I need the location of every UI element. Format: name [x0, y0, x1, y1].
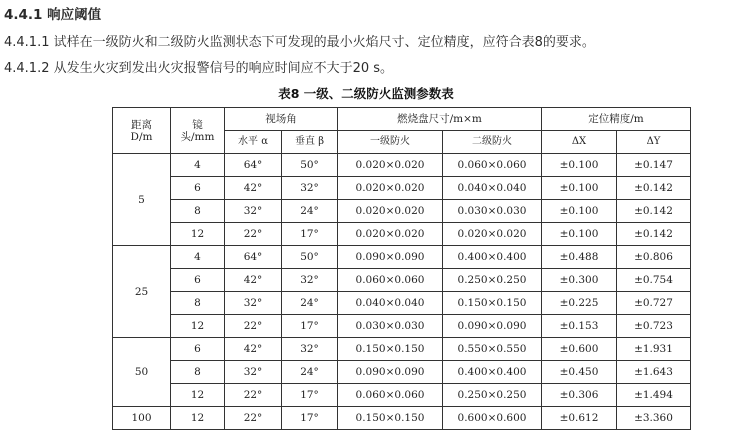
header-pan-size: 燃烧盘尺寸/m×m — [338, 108, 542, 131]
cell-distance: 100 — [113, 407, 171, 430]
cell-level2-size: 0.250×0.250 — [443, 269, 542, 292]
cell-lens: 12 — [171, 384, 225, 407]
cell-vertical-angle: 50° — [282, 154, 338, 177]
table-row — [113, 338, 691, 361]
cell-dx: ±0.100 — [542, 154, 617, 177]
cell-vertical-angle: 17° — [282, 223, 338, 246]
cell-horizontal-angle: 32° — [225, 200, 282, 223]
table-caption: 表8 一级、二级防火监测参数表 — [278, 86, 454, 101]
cell-level1-size: 0.150×0.150 — [338, 338, 443, 361]
cell-level1-size: 0.040×0.040 — [338, 292, 443, 315]
cell-vertical-angle: 32° — [282, 269, 338, 292]
section-heading: 4.4.1 响应阈值 — [4, 7, 102, 23]
cell-lens: 4 — [171, 154, 225, 177]
cell-vertical-angle: 17° — [282, 407, 338, 430]
cell-dx: ±0.306 — [542, 384, 617, 407]
table-row — [113, 292, 691, 315]
cell-level1-size: 0.090×0.090 — [338, 361, 443, 384]
cell-lens: 12 — [171, 407, 225, 430]
cell-level1-size: 0.020×0.020 — [338, 200, 443, 223]
cell-horizontal-angle: 22° — [225, 315, 282, 338]
table-row — [113, 154, 691, 177]
cell-distance: 5 — [113, 154, 171, 246]
cell-dx: ±0.100 — [542, 177, 617, 200]
cell-dy: ±1.931 — [617, 338, 691, 361]
cell-dx: ±0.225 — [542, 292, 617, 315]
header-distance: 距离 D/m — [113, 108, 171, 154]
cell-dy: ±0.723 — [617, 315, 691, 338]
cell-distance: 25 — [113, 246, 171, 338]
parameter-table — [112, 107, 691, 430]
table-row — [113, 384, 691, 407]
cell-dy: ±1.643 — [617, 361, 691, 384]
cell-horizontal-angle: 42° — [225, 338, 282, 361]
cell-dy: ±0.142 — [617, 177, 691, 200]
cell-dy: ±0.147 — [617, 154, 691, 177]
cell-horizontal-angle: 22° — [225, 407, 282, 430]
cell-lens: 6 — [171, 269, 225, 292]
header-dx: ΔX — [542, 131, 617, 154]
table-row — [113, 223, 691, 246]
header-dy: ΔY — [617, 131, 691, 154]
cell-level2-size: 0.060×0.060 — [443, 154, 542, 177]
cell-level2-size: 0.150×0.150 — [443, 292, 542, 315]
cell-dy: ±0.142 — [617, 200, 691, 223]
cell-lens: 8 — [171, 361, 225, 384]
cell-dx: ±0.450 — [542, 361, 617, 384]
table-row — [113, 200, 691, 223]
cell-dy: ±0.727 — [617, 292, 691, 315]
cell-level2-size: 0.400×0.400 — [443, 246, 542, 269]
cell-level1-size: 0.060×0.060 — [338, 269, 443, 292]
cell-level2-size: 0.030×0.030 — [443, 200, 542, 223]
cell-level1-size: 0.030×0.030 — [338, 315, 443, 338]
table-row — [113, 246, 691, 269]
cell-level2-size: 0.040×0.040 — [443, 177, 542, 200]
cell-level1-size: 0.060×0.060 — [338, 384, 443, 407]
cell-lens: 8 — [171, 200, 225, 223]
cell-dx: ±0.100 — [542, 223, 617, 246]
cell-vertical-angle: 24° — [282, 361, 338, 384]
cell-dy: ±1.494 — [617, 384, 691, 407]
cell-level2-size: 0.250×0.250 — [443, 384, 542, 407]
cell-vertical-angle: 32° — [282, 338, 338, 361]
cell-level2-size: 0.600×0.600 — [443, 407, 542, 430]
cell-lens: 12 — [171, 223, 225, 246]
cell-lens: 6 — [171, 338, 225, 361]
table-body — [113, 154, 691, 430]
cell-level2-size: 0.020×0.020 — [443, 223, 542, 246]
paragraph-4-4-1-1: 4.4.1.1 试样在一级防火和二级防火监测状态下可发现的最小火焰尺寸、定位精度，应符合表8的要求。 — [4, 35, 595, 50]
cell-horizontal-angle: 42° — [225, 269, 282, 292]
table-row — [113, 177, 691, 200]
cell-level1-size: 0.020×0.020 — [338, 154, 443, 177]
cell-horizontal-angle: 64° — [225, 154, 282, 177]
cell-horizontal-angle: 22° — [225, 384, 282, 407]
cell-horizontal-angle: 22° — [225, 223, 282, 246]
cell-dx: ±0.600 — [542, 338, 617, 361]
header-accuracy: 定位精度/m — [542, 108, 691, 131]
cell-horizontal-angle: 32° — [225, 292, 282, 315]
cell-vertical-angle: 17° — [282, 384, 338, 407]
cell-dy: ±0.754 — [617, 269, 691, 292]
table-row — [113, 269, 691, 292]
cell-vertical-angle: 32° — [282, 177, 338, 200]
cell-distance: 50 — [113, 338, 171, 407]
cell-lens: 12 — [171, 315, 225, 338]
cell-dx: ±0.153 — [542, 315, 617, 338]
cell-vertical-angle: 17° — [282, 315, 338, 338]
cell-vertical-angle: 24° — [282, 292, 338, 315]
cell-lens: 6 — [171, 177, 225, 200]
cell-level1-size: 0.020×0.020 — [338, 177, 443, 200]
header-level2: 二级防火 — [443, 131, 542, 154]
paragraph-4-4-1-2: 4.4.1.2 从发生火灾到发出火灾报警信号的响应时间应不大于20 s。 — [4, 61, 394, 76]
header-lens: 镜头/mm — [171, 108, 225, 154]
cell-dx: ±0.488 — [542, 246, 617, 269]
cell-dy: ±0.142 — [617, 223, 691, 246]
cell-dx: ±0.300 — [542, 269, 617, 292]
header-vertical: 垂直 β — [282, 131, 338, 154]
cell-level1-size: 0.020×0.020 — [338, 223, 443, 246]
cell-vertical-angle: 24° — [282, 200, 338, 223]
cell-lens: 8 — [171, 292, 225, 315]
cell-dx: ±0.100 — [542, 200, 617, 223]
cell-level2-size: 0.550×0.550 — [443, 338, 542, 361]
table-row — [113, 407, 691, 430]
header-view-angle: 视场角 — [225, 108, 338, 131]
cell-level1-size: 0.090×0.090 — [338, 246, 443, 269]
cell-horizontal-angle: 32° — [225, 361, 282, 384]
cell-lens: 4 — [171, 246, 225, 269]
header-horizontal: 水平 α — [225, 131, 282, 154]
cell-level1-size: 0.150×0.150 — [338, 407, 443, 430]
header-level1: 一级防火 — [338, 131, 443, 154]
cell-level2-size: 0.400×0.400 — [443, 361, 542, 384]
cell-horizontal-angle: 42° — [225, 177, 282, 200]
cell-dx: ±0.612 — [542, 407, 617, 430]
cell-dy: ±3.360 — [617, 407, 691, 430]
cell-horizontal-angle: 64° — [225, 246, 282, 269]
table-row — [113, 315, 691, 338]
cell-dy: ±0.806 — [617, 246, 691, 269]
cell-vertical-angle: 50° — [282, 246, 338, 269]
table-row — [113, 361, 691, 384]
cell-level2-size: 0.090×0.090 — [443, 315, 542, 338]
